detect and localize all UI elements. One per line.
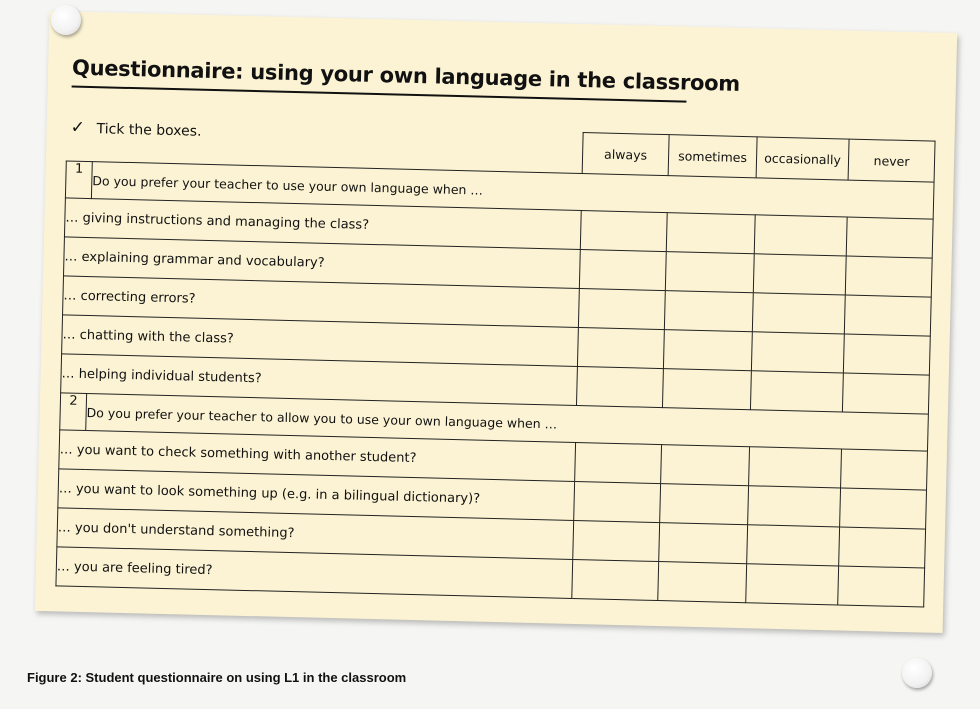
tick-box-never[interactable]: [842, 373, 929, 414]
figure-caption: Figure 2: Student questionnaire on using L1 in the classroom: [27, 670, 407, 685]
tick-icon: ✓: [70, 117, 86, 138]
instruction-text: Tick the boxes.: [96, 121, 202, 140]
tick-box-sometimes[interactable]: [665, 252, 754, 293]
tick-box-occasionally[interactable]: [746, 564, 839, 605]
item-text: … helping individual students?: [61, 354, 578, 406]
tick-box-occasionally[interactable]: [754, 215, 847, 256]
item-text: … explaining grammar and vocabulary?: [63, 237, 580, 289]
tick-box-occasionally[interactable]: [750, 371, 843, 412]
tick-box-never[interactable]: [846, 217, 933, 258]
item-text: … chatting with the class?: [62, 315, 579, 367]
tick-box-occasionally[interactable]: [748, 486, 841, 527]
item-text: … you want to look something up (e.g. in a bilingual dictionary)?: [58, 469, 575, 521]
tick-box-sometimes[interactable]: [662, 369, 751, 410]
tick-box-always[interactable]: [579, 250, 666, 291]
tick-box-sometimes[interactable]: [660, 484, 749, 525]
tick-box-never[interactable]: [841, 449, 928, 490]
item-text: … you want to check something with another student?: [59, 430, 576, 482]
tick-box-occasionally[interactable]: [752, 293, 845, 334]
column-header-sometimes: sometimes: [668, 135, 757, 178]
questionnaire-table: [55, 119, 935, 607]
tick-box-always[interactable]: [580, 211, 667, 252]
tick-box-sometimes[interactable]: [664, 291, 753, 332]
tick-box-occasionally[interactable]: [753, 254, 846, 295]
tick-box-never[interactable]: [840, 488, 927, 529]
tick-box-never[interactable]: [844, 295, 931, 336]
tick-box-occasionally[interactable]: [751, 332, 844, 373]
section-question: Do you prefer your teacher to allow you to use your own language when …: [86, 394, 929, 452]
column-header-occasionally: occasionally: [756, 137, 849, 180]
item-text: … correcting errors?: [63, 276, 580, 328]
tick-box-never[interactable]: [839, 527, 926, 568]
pin-bottom-right-icon: [902, 658, 932, 688]
item-text: … you are feeling tired?: [56, 547, 573, 599]
tick-box-always[interactable]: [578, 289, 665, 330]
column-header-always: always: [582, 133, 669, 176]
tick-box-occasionally[interactable]: [747, 525, 840, 566]
section-number: 1: [65, 161, 92, 199]
tick-box-always[interactable]: [572, 559, 659, 600]
tick-box-sometimes[interactable]: [659, 523, 748, 564]
section-number: 2: [60, 393, 87, 431]
section-question: Do you prefer your teacher to use your own language when …: [91, 162, 934, 220]
item-text: … giving instructions and managing the class?: [64, 198, 581, 250]
tick-box-always[interactable]: [577, 328, 664, 369]
tick-box-never[interactable]: [838, 566, 925, 607]
tick-box-never[interactable]: [845, 256, 932, 297]
item-text: … you don't understand something?: [57, 508, 574, 560]
tick-box-always[interactable]: [575, 442, 662, 483]
tick-box-always[interactable]: [574, 481, 661, 522]
questionnaire-title: Questionnaire: using your own language in the classroom: [71, 55, 741, 96]
questionnaire-sheet: [35, 11, 957, 633]
tick-box-occasionally[interactable]: [749, 447, 842, 488]
tick-box-sometimes[interactable]: [658, 562, 747, 603]
tick-box-always[interactable]: [573, 520, 660, 561]
tick-box-sometimes[interactable]: [663, 330, 752, 371]
tick-box-never[interactable]: [843, 334, 930, 375]
tick-box-sometimes[interactable]: [661, 445, 750, 486]
pin-top-left-icon: [51, 5, 81, 35]
tick-box-sometimes[interactable]: [666, 213, 755, 254]
column-header-never: never: [848, 139, 935, 182]
tick-box-always[interactable]: [576, 367, 663, 408]
